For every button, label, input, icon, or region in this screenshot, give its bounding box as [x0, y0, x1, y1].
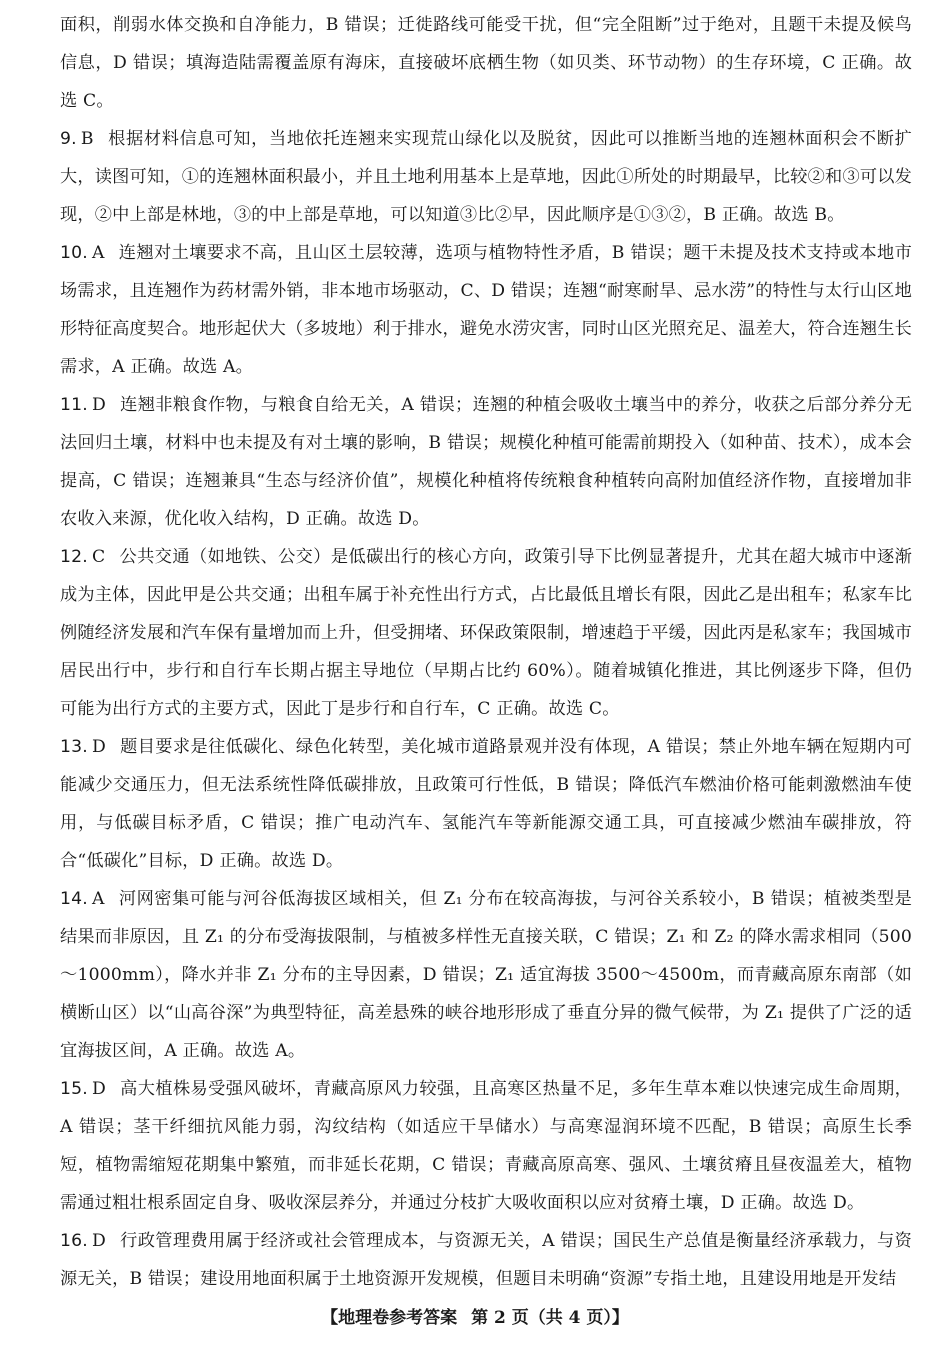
answer-item-11 [60, 386, 912, 538]
item-explanation: 公共交通（如地铁、公交）是低碳出行的核心方向，政策引导下比例显著提升，尤其在超大城市中逐渐成为主体，因此甲是公共交通；出租车属于补充性出行方式，占比最低且增长有限，因此乙是出租车；私家车比例随经济发展和汽车保有量增加而上升，但受拥堵、环保政策限制，增速趋于平缓，因此丙是私家车；我国城市居民出行中，步行和自行车长期占据主导地位（早期占比约 60%）。随着城镇化推进，其比例逐步下降，但仍可能为出行方式的主要方式，因此丁是步行和自行车，C 正确。故选 C。 [60, 547, 912, 719]
item-explanation: 高大植株易受强风破坏，青藏高原风力较强，且高寒区热量不足，多年生草本难以快速完成生命周期，A 错误；茎干纤细抗风能力弱，沟纹结构（如适应干旱储水）与高寒湿润环境不匹配，B 错误；高原生长季短，植物需缩短花期集中繁殖，而非延长花期，C 错误；青藏高原高寒、强风、土壤贫瘠且昼夜温差大，植物需通过粗壮根系固定自身、吸收深层养分，并通过分枝扩大吸收面积以应对贫瘠土壤，D 正确。故选 D。 [60, 1079, 912, 1213]
answer-item-10 [60, 234, 912, 386]
item-number: 12. [60, 547, 88, 567]
item-answer: A [91, 243, 105, 263]
item-number: 11. [60, 395, 88, 415]
answer-content [60, 6, 912, 1298]
item-explanation: 连翘对土壤要求不高，且山区土层较薄，选项与植物特性矛盾，B 错误；题干未提及技术支持或本地市场需求，且连翘作为药材需外销，非本地市场驱动，C、D 错误；连翘“耐寒耐旱、忌水涝”的特性与太行山区地形特征高度契合。地形起伏大（多坡地）利于排水，避免水涝灾害，同时山区光照充足、温差大，符合连翘生长需求，A 正确。故选 A。 [60, 243, 912, 377]
item-explanation: 题目要求是往低碳化、绿色化转型，美化城市道路景观并没有体现，A 错误；禁止外地车辆在短期内可能减少交通压力，但无法系统性降低碳排放，且政策可行性低，B 错误；降低汽车燃油价格可能刺激燃油车使用，与低碳目标矛盾，C 错误；推广电动汽车、氢能汽车等新能源交通工具，可直接减少燃油车碳排放，符合“低碳化”目标，D 正确。故选 D。 [60, 737, 912, 871]
answer-item-12 [60, 538, 912, 728]
item-answer: A [91, 889, 105, 909]
item-number: 16. [60, 1231, 88, 1251]
footer-title: 【地理卷参考答案 [321, 1308, 458, 1328]
answer-item-16 [60, 1222, 912, 1298]
item-answer: C [91, 547, 106, 567]
item-explanation: 行政管理费用属于经济或社会管理成本，与资源无关，A 错误；国民生产总值是衡量经济承载力，与资源无关，B 错误；建设用地面积属于土地资源开发规模，但题目未明确“资源”专指土地，且建设用地是开发结 [60, 1231, 912, 1289]
item-number: 13. [60, 737, 88, 757]
item-number: 15. [60, 1079, 88, 1099]
answer-item-15 [60, 1070, 912, 1222]
footer-page-number: 第 2 页（共 4 页）】 [471, 1308, 629, 1328]
item-number: 9. [60, 129, 77, 149]
item-explanation: 根据材料信息可知，当地依托连翘来实现荒山绿化以及脱贫，因此可以推断当地的连翘林面积会不断扩大，读图可知，①的连翘林面积最小，并且土地利用基本上是草地，因此①所处的时期最早，比较②和③可以发现，②中上部是林地，③的中上部是草地，可以知道③比②早，因此顺序是①③②，B 正确。故选 B。 [60, 129, 912, 225]
item-answer: D [91, 1231, 106, 1251]
item-answer: D [91, 737, 106, 757]
answer-item-13 [60, 728, 912, 880]
answer-item-14 [60, 880, 912, 1070]
item-explanation: 河网密集可能与河谷低海拔区域相关，但 Z₁ 分布在较高海拔，与河谷关系较小，B 错误；植被类型是结果而非原因，且 Z₁ 的分布受海拔限制，与植被多样性无直接关联，C 错误；Z₁ 和 Z₂ 的降水需求相同（500～1000mm），降水并非 Z₁ 分布的主导因素，D 错误；Z₁ 适宜海拔 3500～4500m，而青藏高原东南部（如横断山区）以“山高谷深”为典型特征，高差悬殊的峡谷地形形成了垂直分异的微气候带，为 Z₁ 提供了广泛的适宜海拔区间，A 正确。故选 A。 [60, 889, 912, 1061]
item-answer: D [91, 1079, 106, 1099]
answer-item-9 [60, 120, 912, 234]
item-explanation: 连翘非粮食作物，与粮食自给无关，A 错误；连翘的种植会吸收土壤当中的养分，收获之后部分养分无法回归土壤，材料中也未提及有对土壤的影响，B 错误；规模化种植可能需前期投入（如种苗、技术），成本会提高，C 错误；连翘兼具“生态与经济价值”，规模化种植将传统粮食种植转向高附加值经济作物，直接增加非农收入来源，优化收入结构，D 正确。故选 D。 [60, 395, 912, 529]
intro-text: 面积，削弱水体交换和自净能力，B 错误；迁徙路线可能受干扰，但“完全阻断”过于绝对，且题干未提及候鸟信息，D 错误；填海造陆需覆盖原有海床，直接破坏底栖生物（如贝类、环节动物）的生存环境，C 正确。故选 C。 [60, 15, 912, 111]
item-number: 10. [60, 243, 88, 263]
item-number: 14. [60, 889, 88, 909]
page-footer [0, 1303, 950, 1328]
item-answer: D [91, 395, 106, 415]
item-answer: B [80, 129, 94, 149]
intro-paragraph [60, 6, 912, 120]
